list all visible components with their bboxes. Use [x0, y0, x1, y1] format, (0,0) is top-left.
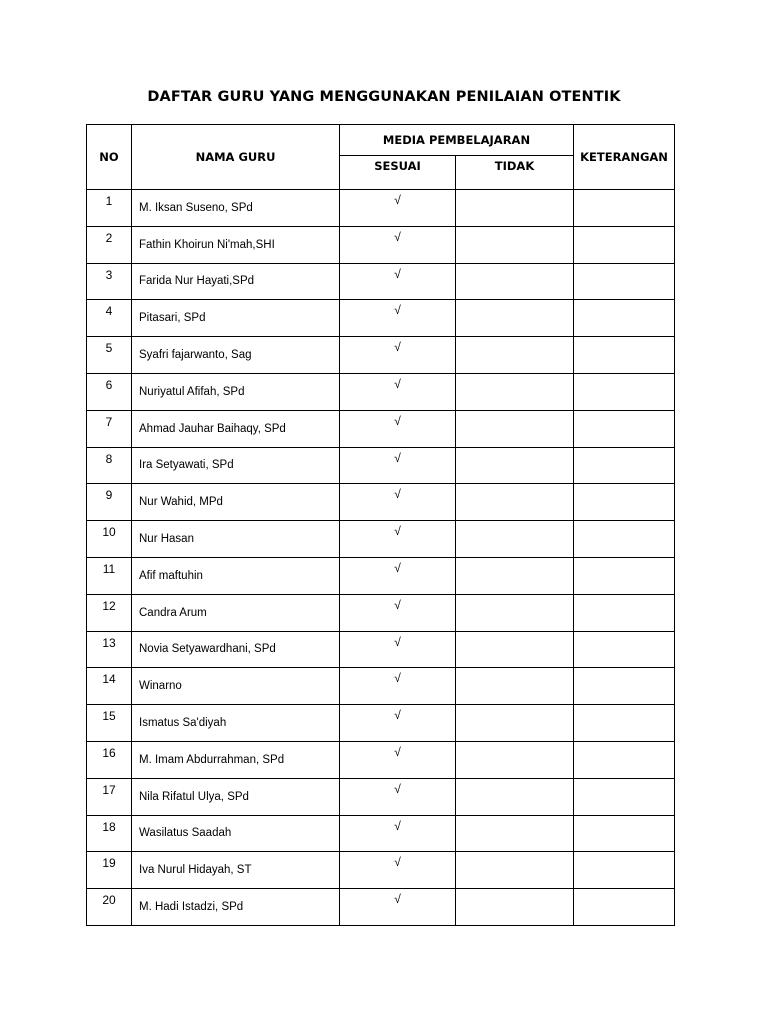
row-number: 19 — [87, 852, 132, 889]
tidak-cell — [456, 484, 574, 521]
table-row — [87, 521, 675, 558]
sesuai-check: √ — [340, 337, 456, 374]
sesuai-check: √ — [340, 631, 456, 668]
keterangan-cell — [574, 263, 675, 300]
table-row — [87, 631, 675, 668]
keterangan-cell — [574, 668, 675, 705]
keterangan-cell — [574, 300, 675, 337]
tidak-cell — [456, 889, 574, 926]
teacher-name: Fathin Khoirun Ni'mah,SHI — [132, 226, 340, 263]
teacher-name: Nuriyatul Afifah, SPd — [132, 373, 340, 410]
tidak-cell — [456, 668, 574, 705]
sesuai-check: √ — [340, 300, 456, 337]
teacher-name: Pitasari, SPd — [132, 300, 340, 337]
row-number: 5 — [87, 337, 132, 374]
teacher-name: Candra Arum — [132, 594, 340, 631]
row-number: 20 — [87, 889, 132, 926]
tidak-cell — [456, 705, 574, 742]
tidak-cell — [456, 521, 574, 558]
header-nama-guru: NAMA GURU — [132, 125, 340, 190]
keterangan-cell — [574, 484, 675, 521]
row-number: 7 — [87, 410, 132, 447]
keterangan-cell — [574, 337, 675, 374]
table-row — [87, 705, 675, 742]
sesuai-check: √ — [340, 741, 456, 778]
sesuai-check: √ — [340, 484, 456, 521]
sesuai-check: √ — [340, 190, 456, 227]
keterangan-cell — [574, 226, 675, 263]
tidak-cell — [456, 594, 574, 631]
teacher-name: M. Hadi Istadzi, SPd — [132, 889, 340, 926]
keterangan-cell — [574, 889, 675, 926]
row-number: 13 — [87, 631, 132, 668]
table-row — [87, 337, 675, 374]
teacher-name: Iva Nurul Hidayah, ST — [132, 852, 340, 889]
table-row — [87, 484, 675, 521]
keterangan-cell — [574, 557, 675, 594]
teacher-table — [86, 124, 675, 926]
keterangan-cell — [574, 631, 675, 668]
keterangan-cell — [574, 410, 675, 447]
row-number: 1 — [87, 190, 132, 227]
table-row — [87, 815, 675, 852]
teacher-name: Ismatus Sa'diyah — [132, 705, 340, 742]
keterangan-cell — [574, 373, 675, 410]
table-row — [87, 410, 675, 447]
row-number: 18 — [87, 815, 132, 852]
row-number: 10 — [87, 521, 132, 558]
header-media-pembelajaran: MEDIA PEMBELAJARAN — [340, 125, 574, 156]
teacher-name: Nur Hasan — [132, 521, 340, 558]
keterangan-cell — [574, 447, 675, 484]
teacher-name: Nila Rifatul Ulya, SPd — [132, 778, 340, 815]
sesuai-check: √ — [340, 594, 456, 631]
header-tidak: TIDAK — [456, 156, 574, 190]
teacher-name: Ira Setyawati, SPd — [132, 447, 340, 484]
header-no: NO — [87, 125, 132, 190]
sesuai-check: √ — [340, 226, 456, 263]
tidak-cell — [456, 631, 574, 668]
teacher-name: Afif maftuhin — [132, 557, 340, 594]
keterangan-cell — [574, 705, 675, 742]
tidak-cell — [456, 337, 574, 374]
tidak-cell — [456, 778, 574, 815]
tidak-cell — [456, 815, 574, 852]
sesuai-check: √ — [340, 778, 456, 815]
sesuai-check: √ — [340, 852, 456, 889]
teacher-name: Novia Setyawardhani, SPd — [132, 631, 340, 668]
table-row — [87, 373, 675, 410]
row-number: 14 — [87, 668, 132, 705]
tidak-cell — [456, 557, 574, 594]
tidak-cell — [456, 226, 574, 263]
row-number: 12 — [87, 594, 132, 631]
sesuai-check: √ — [340, 410, 456, 447]
row-number: 4 — [87, 300, 132, 337]
row-number: 8 — [87, 447, 132, 484]
tidak-cell — [456, 852, 574, 889]
keterangan-cell — [574, 778, 675, 815]
sesuai-check: √ — [340, 521, 456, 558]
row-number: 9 — [87, 484, 132, 521]
teacher-name: Syafri fajarwanto, Sag — [132, 337, 340, 374]
row-number: 15 — [87, 705, 132, 742]
row-number: 16 — [87, 741, 132, 778]
row-number: 3 — [87, 263, 132, 300]
sesuai-check: √ — [340, 889, 456, 926]
table-row — [87, 190, 675, 227]
keterangan-cell — [574, 852, 675, 889]
sesuai-check: √ — [340, 373, 456, 410]
row-number: 17 — [87, 778, 132, 815]
keterangan-cell — [574, 521, 675, 558]
sesuai-check: √ — [340, 668, 456, 705]
sesuai-check: √ — [340, 447, 456, 484]
teacher-name: M. Iksan Suseno, SPd — [132, 190, 340, 227]
row-number: 2 — [87, 226, 132, 263]
header-sesuai: SESUAI — [340, 156, 456, 190]
keterangan-cell — [574, 741, 675, 778]
header-keterangan: KETERANGAN — [574, 125, 675, 190]
table-row — [87, 300, 675, 337]
table-row — [87, 852, 675, 889]
table-row — [87, 226, 675, 263]
sesuai-check: √ — [340, 705, 456, 742]
table-row — [87, 741, 675, 778]
row-number: 11 — [87, 557, 132, 594]
table-row — [87, 668, 675, 705]
sesuai-check: √ — [340, 557, 456, 594]
sesuai-check: √ — [340, 263, 456, 300]
table-row — [87, 447, 675, 484]
teacher-name: Nur Wahid, MPd — [132, 484, 340, 521]
tidak-cell — [456, 373, 574, 410]
table-row — [87, 778, 675, 815]
teacher-name: Farida Nur Hayati,SPd — [132, 263, 340, 300]
table-row — [87, 594, 675, 631]
keterangan-cell — [574, 594, 675, 631]
tidak-cell — [456, 263, 574, 300]
row-number: 6 — [87, 373, 132, 410]
tidak-cell — [456, 741, 574, 778]
tidak-cell — [456, 300, 574, 337]
table-row — [87, 889, 675, 926]
teacher-name: Wasilatus Saadah — [132, 815, 340, 852]
document-title: DAFTAR GURU YANG MENGGUNAKAN PENILAIAN OTENTIK — [147, 89, 621, 105]
teacher-name: M. Imam Abdurrahman, SPd — [132, 741, 340, 778]
table-row — [87, 263, 675, 300]
keterangan-cell — [574, 815, 675, 852]
teacher-name: Ahmad Jauhar Baihaqy, SPd — [132, 410, 340, 447]
tidak-cell — [456, 410, 574, 447]
teacher-name: Winarno — [132, 668, 340, 705]
table-row — [87, 557, 675, 594]
tidak-cell — [456, 447, 574, 484]
tidak-cell — [456, 190, 574, 227]
keterangan-cell — [574, 190, 675, 227]
sesuai-check: √ — [340, 815, 456, 852]
